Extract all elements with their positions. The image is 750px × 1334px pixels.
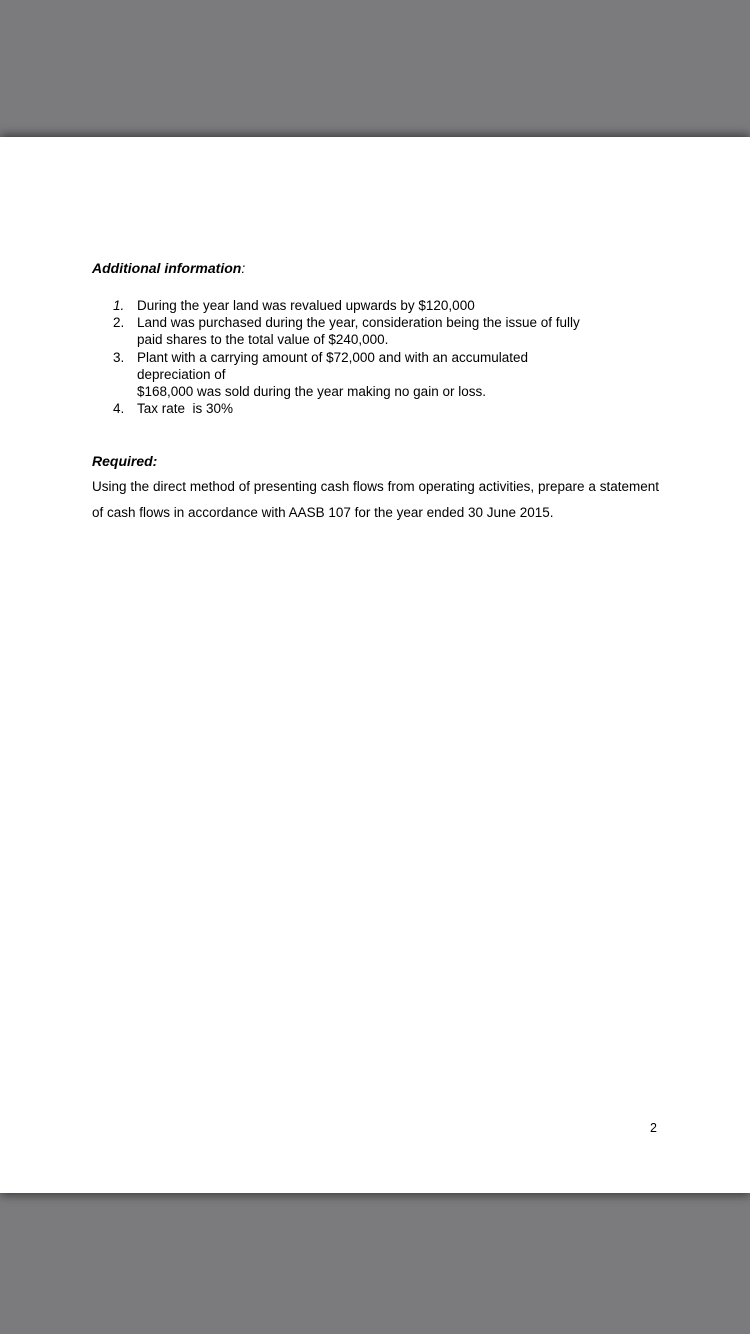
list-item-text: Plant with a carrying amount of $72,000 and with an accumulated depreciation of $168,000 was sold during the year making no gain or loss.	[137, 349, 528, 400]
list-item	[113, 349, 633, 401]
additional-information-list	[113, 297, 633, 417]
required-heading: Required:	[92, 453, 158, 469]
list-item-number: 1.	[113, 298, 125, 313]
list-item	[113, 297, 633, 314]
list-item-text: Tax rate is 30%	[137, 401, 234, 417]
additional-information-heading	[92, 260, 245, 277]
list-item-number: 3.	[113, 349, 125, 365]
list-item-text: During the year land was revalued upwards by $120,000	[137, 298, 475, 313]
required-paragraph: Using the direct method of presenting cash flows from operating activities, prepare a statement of cash flows in accordance with AASB 107 for the year ended 30 June 2015.	[92, 479, 659, 520]
list-item	[113, 314, 633, 348]
document-page	[0, 137, 750, 1193]
list-item-text: Land was purchased during the year, consideration being the issue of fully paid shares to the total value of $240,000.	[137, 315, 580, 348]
page-number: 2	[650, 1121, 657, 1135]
list-item	[113, 400, 633, 417]
list-item-number: 2.	[113, 315, 125, 331]
heading-colon: :	[241, 260, 246, 276]
list-item-number: 4.	[113, 401, 125, 417]
heading-text: Additional information	[92, 260, 242, 276]
